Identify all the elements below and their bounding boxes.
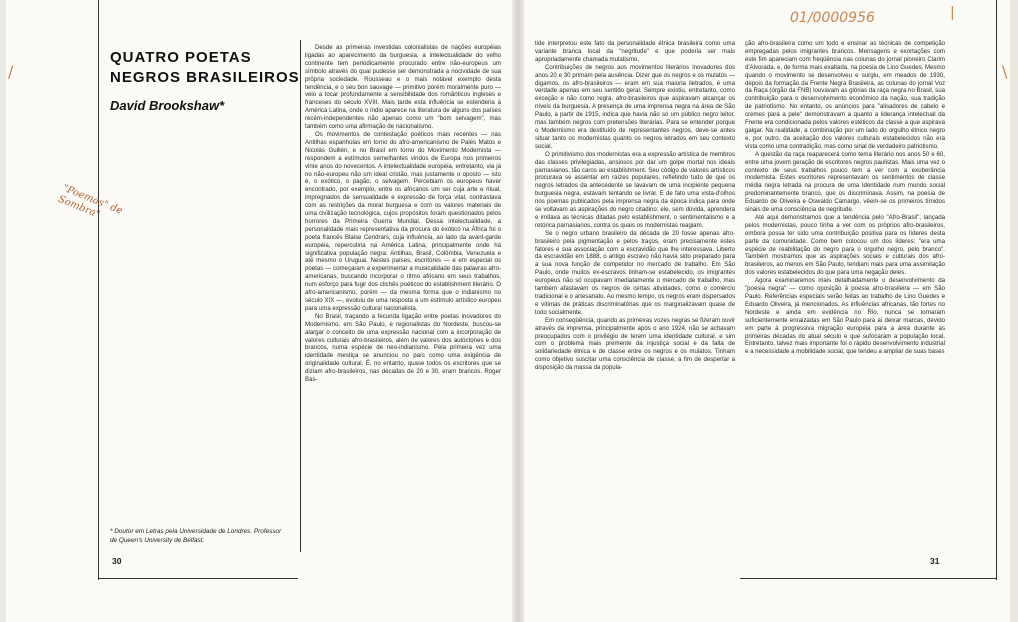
paragraph: Desde as primeiras investidas colonialistas de nações européias ligadas ao aparecimento da burguesia, a intelectualidade do velho continente tem periodicamente procurado entre não-europeus um símbolo através do qual pudesse ser demonstrada a nocividade de sua própria sociedade. Rousseau e o mais notável exemplo desta tendência, e o seu bon sauvage — primitivo porém moralmente puro — veio a tocar profundamente a sensibilidade dos românticos ingleses e franceses do século XVIII. Mais tarde esta influência se estenderia à América Latina, onde o índio aparece na literatura de alguns dos países recém-independentes não apenas como um "bom selvagem", mas também como uma afirmação de nacionalismo. bbox=[305, 44, 501, 131]
paragraph: Se o negro urbano brasileiro da década de 20 fosse apenas afro-brasileiro pela pigmentação e pelos traços, eram precisamente estes fatores e sua associação com a escravidão que lhe interessava. Liberto da escravidão em 1888, o antigo escravo não havia sido preparado para a sua nova função de competidor no mercado de trabalho. Em São Paulo, onde muitos ex-escravos tinham-se estabelecido, os imigrantes europeus não só ocupavam imediatamente o mercado de trabalho, mas também afastavam os negros de certas atividades, como o comércio tradicional e o artesanato. Ao mesmo tempo, os negros eram dispersados e vítimas de práticas discriminatórias que os marginalizavam quase de todo socialmente. bbox=[535, 229, 735, 316]
archive-number: 01/0000956 bbox=[790, 10, 875, 26]
ink-bar-mark: | bbox=[950, 5, 955, 21]
right-bottom-rule bbox=[740, 578, 996, 579]
paragraph: Agora examinaremos mais detalhadamente o desenvolvimento da "poesia negra" — como oposição à poesia afro-brasileira — em São Paulo. Referências especiais serão feitas ao trabalho de Lino Guedes e Eduardo Oliveira, já mencionados. As influências africanas, tão fortes no Nordeste e ainda em evidência no Rio, nunca se tornaram suficientemente enraizadas em São Paulo para aí deixar marcas, devido em parte à progressiva migração européia para a área durante as primeiras décadas do atual século e que sufocaram a população local. Entretanto, talvez mais importante foi o rápido desenvolvimento industrial e a necessidade a mobilidade social, que tendeu a ampliar de suas bases bbox=[745, 277, 945, 356]
paragraph: Contribuições de negros aos movimentos literários inovadores dos anos 20 e 30 primam pela ausência. Dizer que os negros e os mulatos — digamos, os afro-brasileiros — eram em sua maioria iletrados, é uma verdade apenas em seu sentido geral. Sempre existiu, entretanto, como exceção e não como regra, afro-brasileiros que aspiravam alcançar os níveis da burguesia. A presença de uma imprensa negra na área de São Paulo, a partir de 1915, indica que havia não só um público negro leitor, mas também negros com pretensões literárias. Para se entender porque o Modernismo era destituído de representantes negros, deve-se antes situar tanto os modernistas quanto os negros letrados em seu contexto social. bbox=[535, 63, 735, 150]
paragraph: No Brasil, traçando a fecunda ligação entre poetas inovadores do Modernismo, em São Paulo, e regionalistas do Nordeste, buscou-se alargar o conceito de uma expressão nacional com a incorporação de valores culturais afro-brasileiros, além de valores dos autóctones e dos brancos, numa espécie de neo-indianismo. Pela primeira vez uma identidade mestiça se anunciou no país como uma exigência de originalidade cultural. É, no entanto, quase todos os escritores que se diziam afro-brasileiros, nas décadas de 20 e 30, eram brancos. Roger Bas- bbox=[305, 312, 501, 384]
left-page-edge bbox=[0, 0, 6, 622]
ink-tick-right: \ bbox=[1002, 62, 1008, 81]
paragraph: Em conseqüência, quando as primeiras vozes negras se fizeram ouvir através da imprensa, principalmente após o ano 1924, não se achavam preocupados com o privilégio de terem uma identidade cultural, e sim com o problema mais premente da injustiça social e da falta de solidariedade étnica e de classe entre os negros e os mulatos. Tinham como objetivo suscitar uma consciência de classe, a fim de despertar a disposição da massa da popula- bbox=[535, 316, 735, 372]
ink-tick-left: / bbox=[8, 62, 14, 81]
left-column-rule bbox=[300, 40, 301, 552]
handwritten-margin-note: "Poemas" de Sombra" bbox=[56, 182, 124, 221]
page-number-right: 31 bbox=[930, 556, 940, 566]
left-page-rule bbox=[98, 0, 99, 580]
paragraph: Até aqui demonstramos que a tendência pelo "Afro-Brasil", lançada pelos modernistas, pouco tinha a ver com os próprios afro-brasileiros, embora possa ter sido uma contribuição positiva para os líderes desta parte da comunidade. Como bem colocou um dos líderes: "era uma espécie de reabilitação do negro para o orgulho negro, pelo branco". Também mostramos que as aspirações sociais e culturais dos afro-brasileiros, ao menos em São Paulo, tendiam mais para uma assimilação dos valores estabelecidos do que para uma negação deles. bbox=[745, 213, 945, 277]
book-gutter bbox=[512, 0, 524, 622]
left-text-column bbox=[305, 44, 501, 554]
paragraph: ção afro-brasileira como um todo e ensinar as técnicas de competição empregadas pelos imigrantes brancos. Mensagens e exortações com este fim apareciam com freqüência nas colunas do jornal pioneiro Clarim d'Alvorada, e, de forma mais exaltada, na poesia de Lino Guedes. Mesmo quando o movimento se desenvolveu e surgiu, em meados de 1930, depois da formação da Frente Negra Brasileira, as colunas do jornal Voz da Raça (órgão da FNB) louvavam as glórias da raça negra no Brasil, sua contribuição para o desenvolvimento econômico da nação, sua tradição de patriotismo. No entanto, os anúncios para "alisadores de cabelo e cremes para a pele" demonstravam a quanto a liderança intelectual da Frente era condicionada pelos valores estéticos da classe a que aspirava galgar. Na realidade, a combinação por um lado do orgulho étnico negro e, por outro, da aceitação dos valores culturais estabelecidos não era vista como uma contradição, mas como sinal de verdadeiro patriotismo. bbox=[745, 40, 945, 150]
article-title: QUATRO POETAS NEGROS BRASILEIROS bbox=[110, 49, 300, 86]
article-author: David Brookshaw* bbox=[110, 98, 225, 113]
left-bottom-rule bbox=[98, 578, 298, 579]
paragraph: O primitivismo dos modernistas era a expressão artística de membros das classes privilegiadas, ansiosos por dar um golpe mortal nos ideais parnasianos, tão caros ao establishment. Seu código de valores artísticos procurava se assentar em raízes populares, refletindo tudo de que os negros letrados da antecedente se lavavam de uma incipiente pequena burguesia negra, estavam tentando se livrar. E de fato uma vista-d'olhos nos poemas publicados pela imprensa negra da época indica para onde se voltavam as aspirações do negro citadino: ele, sem dúvida, aprendera e imitava as técnicas ditadas pelo establishment, o sentimentalismo e a retórica parnasianos, contra os quais os modernistas reagiam. bbox=[535, 150, 735, 229]
page-number-left: 30 bbox=[112, 556, 122, 566]
right-text-column-2 bbox=[745, 40, 945, 556]
author-footnote: * Doutor em Letras pela Universidade de Londres. Professor de Queen's University de Belfast. bbox=[110, 528, 282, 544]
paragraph: Os movimentos de contestação poéticos mais recentes — nas Antilhas espanholas em torno do afro-americanismo de Palés Matos e Nicolás Guillén, e no Brasil em torno do Movimento Modernista — respondem a estímulos semelhantes vindos de Europa nos primeiros vinte anos do novecentos. A intelectualidade européia, entretanto, via já no não-europeu não um ideal cristão, mas justamente o oposto — isto é, o exótico, o pagão, o selvagem. Percebiam os europeus haver encontrado, por exemplo, entre os africanos um ser cuja arte e ritual, impregnados de sensualidade e expressão de força vital, contrastava com as restrições da moral burguesa e com os valores materiais de uma civilização tecnológica, cujos propósitos foram questionados pelos horrores da Primeira Guerra Mundial. Dessa intelectualidade, a personalidade mais representativa da procura do exótico na África foi o poeta francês Blaise Cendrars, cuja influência, ao lado da avant-garde européia, repercutiria na América Latina, principalmente onde há significativa população negra: Antilhas, Brasil, Colômbia, Venezuela e até mesmo o Uruguai. Nestes países, escritores — e em especial os poetas — começaram a experimentar a musicalidade das palavras afro-americanas, buscando incorporar o ritmo africano em seus trabalhos, num esforço para fugir dos clichês poéticos do establishment literário. O afro-americanismo, porém — da mesma forma que o indianismo no século XIX —, evoluiu de uma resposta a um estímulo artístico europeu para uma expressão cultural nacionalista. bbox=[305, 130, 501, 312]
paragraph: A questão da raça reaparecerá como tema literário nos anos 50 e 60, entre uma jovem geração de escritores negros paulistas. Mais uma vez o contexto de seus trabalhos pouco tem a ver com a exuberância modernista. Estes escritores representavam os sentimentos de classe média negra letrada na procura de uma identidade num mundo social predominantemente branco, que os discriminava. Assim, na poesia de Eduardo de Oliveira e Oswaldo Camargo, vêem-se os primeiros tímidos sinais de uma consciência de negritude. bbox=[745, 150, 945, 214]
right-text-column-1 bbox=[535, 40, 735, 556]
right-page-edge bbox=[1010, 0, 1018, 622]
right-page-rule bbox=[996, 0, 997, 580]
paragraph: tide interpretou este fato da personalidade étnica brasileira como uma variante branca local da "negritude" e que poderia ser mais apropriadamente chamada mulatismo. bbox=[535, 40, 735, 63]
